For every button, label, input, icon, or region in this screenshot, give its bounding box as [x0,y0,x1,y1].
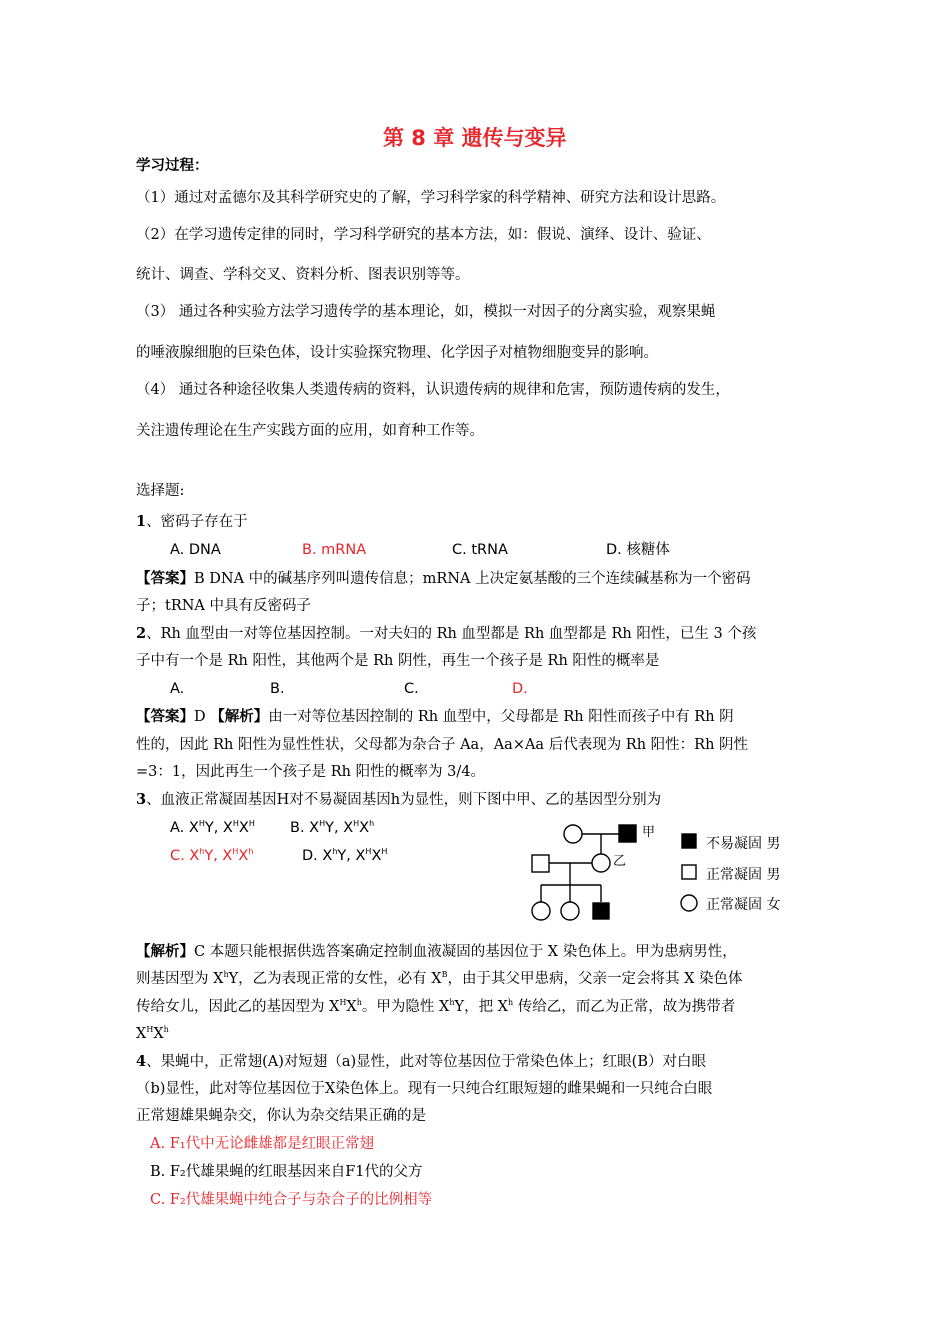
question-4-stem-1: 4、果蝇中，正常翅(A)对短翅（a)显性，此对等位基因位于常染色体上；红眼(B）对白眼 [136,1053,706,1070]
process-paragraph-2b: 统计、调查、学科交叉、资料分析、图表识别等等。 [136,267,470,283]
gen1-male-affected-jia [619,825,636,842]
q3-option-b: B. $X^HY$, $X^HX^h$ [290,819,375,836]
q1-option-c: C. tRNA [452,542,508,558]
gen2-male-normal [532,855,549,872]
q1-option-d: D. 核糖体 [606,542,670,558]
q3-option-c: C. $X^hY$, $X^HX^h$ [170,847,254,864]
process-paragraph-2a: （2）在学习遗传定律的同时，学习科学研究的基本方法，如：假说、演绎、设计、验证、 [136,227,711,243]
q4-option-a: A. F₁代中无论雌雄都是红眼正常翅 [150,1136,375,1152]
pedigree-label-jia: 甲 [642,825,656,840]
q3-explanation-4: $X^HX^h$ [136,1025,169,1042]
gen3-male-affected [593,903,609,919]
q2-explanation-1: 【答案】D 【解析】由一对等位基因控制的 Rh 血型中，父母都是 Rh 阳性而孩子中有 Rh 阴 [136,708,734,725]
process-paragraph-1: （1）通过对孟德尔及其科学研究史的了解，学习科学家的科学精神、研究方法和设计思路。 [136,190,726,206]
process-paragraph-3b: 的唾液腺细胞的巨染色体，设计实验探究物理、化学因子对植物细胞变异的影响。 [136,345,658,361]
q1-answer-line-2: 子；tRNA 中具有反密码子 [136,598,312,614]
legend-normal-male: 正常凝固 男 [706,867,781,883]
q2-option-c: C. [404,681,419,697]
gen3-female-1 [532,902,550,920]
q3-option-a: A. $X^HY$, $X^HX^H$ [170,819,255,836]
gen1-female-normal [564,825,582,843]
q3-option-d: D. $X^hY$, $X^HX^H$ [302,847,388,864]
legend-affected-male: 不易凝固 男 [706,836,781,852]
page-title: 第 8 章 遗传与变异 [383,126,567,150]
process-heading: 学习过程： [136,157,209,174]
legend-normal-female: 正常凝固 女 [706,897,781,913]
question-3-stem: 3、血液正常凝固基因H对不易凝固基因h为显性，则下图中甲、乙的基因型分别为 [136,791,662,808]
process-paragraph-4b: 关注遗传理论在生产实践方面的应用，如育种工作等。 [136,423,484,439]
gen3-female-2 [561,902,579,920]
question-2-stem-2: 子中有一个是 Rh 阳性，其他两个是 Rh 阴性，再生一个孩子是 Rh 阳性的概率是 [136,653,660,669]
q2-explanation-2: 性的，因此 Rh 阳性为显性性状，父母都为杂合子 Aa，Aa×Aa 后代表现为 Rh 阳性：Rh 阴性 [136,737,749,753]
legend-affected-male-symbol [682,834,696,848]
question-4-stem-3: 正常翅雄果蝇杂交，你认为杂交结果正确的是 [136,1108,426,1124]
q1-option-a: A. DNA [170,542,221,558]
legend-normal-male-symbol [682,865,696,879]
q1-option-b: B. mRNA [302,542,367,558]
q2-option-b: B. [270,681,285,697]
process-paragraph-4a: （4） 通过各种途径收集人类遗传病的资料，认识遗传病的规律和危害，预防遗传病的发生， [136,382,730,398]
legend-normal-female-symbol [681,895,697,911]
q3-explanation-1: 【解析】C 本题只能根据供选答案确定控制血液凝固的基因位于 X 染色体上。甲为患病男性， [136,943,737,960]
q2-option-a: A. [170,681,185,697]
q2-option-d: D. [512,681,528,697]
q3-explanation-2: 则基因型为 $X^hY$，乙为表现正常的女性，必有 $X^B$，由于其父甲患病，父亲一定会将其 X 染色体 [136,970,743,987]
question-4-stem-2: （b)显性，此对等位基因位于X染色体上。现有一只纯合红眼短翅的雌果蝇和一只纯合白眼 [136,1081,713,1097]
question-1-stem: 1、密码子存在于 [136,513,248,530]
question-number: 1 [136,513,147,530]
choice-heading: 选择题: [136,483,185,499]
q2-explanation-3: =3：1，因此再生一个孩子是 Rh 阳性的概率为 3/4。 [136,764,486,780]
q4-option-c: C. F₂代雄果蝇中纯合子与杂合子的比例相等 [150,1192,433,1208]
q1-answer-line-1: 【答案】B DNA 中的碱基序列叫遗传信息；mRNA 上决定氨基酸的三个连续碱基称为一个密码 [136,570,751,587]
q4-option-b: B. F₂代雄果蝇的红眼基因来自F1代的父方 [150,1164,423,1180]
pedigree-label-yi: 乙 [613,854,627,869]
question-2-stem-1: 2、Rh 血型由一对等位基因控制。一对夫妇的 Rh 血型都是 Rh 血型都是 Rh 阳性，已生 3 个孩 [136,625,757,642]
q3-explanation-3: 传给女儿，因此乙的基因型为 $X^HX^h$。甲为隐性 $X^hY$，把 $X^h$ 传给乙，而乙为正常，故为携带者 [136,998,736,1015]
process-paragraph-3a: （3） 通过各种实验方法学习遗传学的基本理论，如，模拟一对因子的分离实验，观察果蝇 [136,304,716,320]
gen2-female-yi [592,854,610,872]
